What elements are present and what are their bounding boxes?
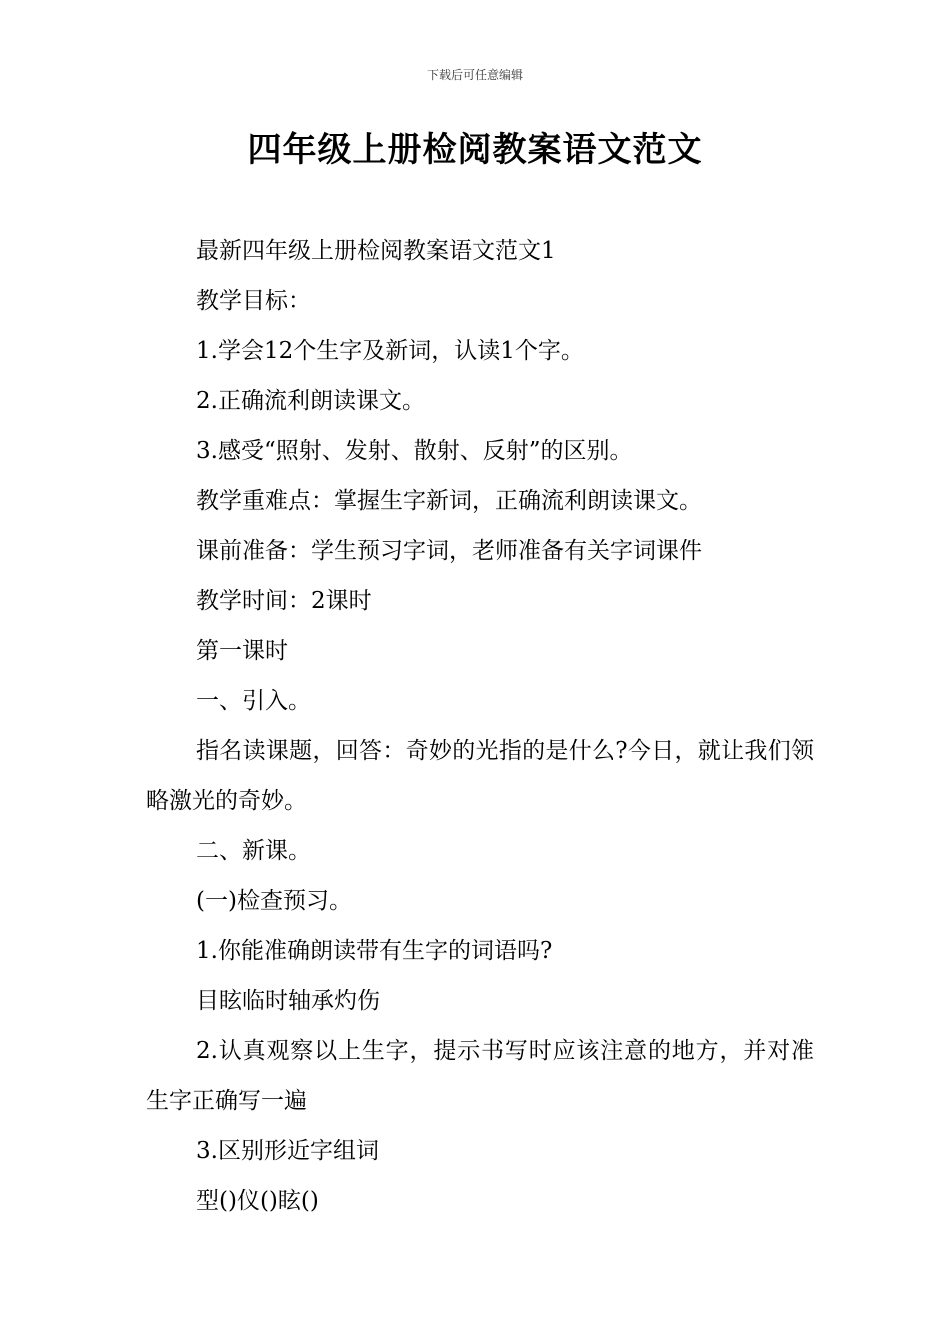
- paragraph-question-2: 2.认真观察以上生字，提示书写时应该注意的地方，并对准生字正确写一遍: [146, 1038, 814, 1114]
- paragraph-question-3: 3.区别形近字组词: [196, 1138, 379, 1164]
- paragraph-word-list: 目眩临时轴承灼伤: [196, 988, 380, 1014]
- paragraph-objectives-label: 教学目标：: [196, 288, 311, 314]
- paragraph-key-points: 教学重难点：掌握生字新词，正确流利朗读课文。: [196, 488, 702, 514]
- paragraph-teaching-time: 教学时间：2课时: [196, 588, 372, 614]
- paragraph-new-lesson: 二、新课。: [196, 838, 311, 864]
- page-header-note: 下载后可任意编辑: [426, 68, 523, 82]
- paragraph-first-lesson: 第一课时: [196, 638, 288, 664]
- paragraph-objective-2: 2.正确流利朗读课文。: [196, 388, 425, 414]
- paragraph-objective-3: 3.感受“照射、发射、散射、反射”的区别。: [196, 438, 633, 464]
- paragraph-intro-detail: 指名读课题，回答：奇妙的光指的是什么?今日，就让我们领略激光的奇妙。: [146, 738, 814, 814]
- paragraph-check-preview: (一)检查预习。: [196, 888, 352, 914]
- paragraph-question-1: 1.你能准确朗读带有生字的词语吗?: [196, 938, 553, 964]
- document-title: 四年级上册检阅教案语文范文: [247, 130, 703, 170]
- paragraph-heading-1: 最新四年级上册检阅教案语文范文1: [196, 238, 556, 264]
- paragraph-intro: 一、引入。: [196, 688, 311, 714]
- document-body: [146, 226, 814, 1226]
- paragraph-preparation: 课前准备：学生预习字词，老师准备有关字词课件: [196, 538, 702, 564]
- paragraph-word-groups: 型()仪()眩(): [196, 1188, 319, 1214]
- paragraph-objective-1: 1.学会12个生字及新词，认读1个字。: [196, 338, 584, 364]
